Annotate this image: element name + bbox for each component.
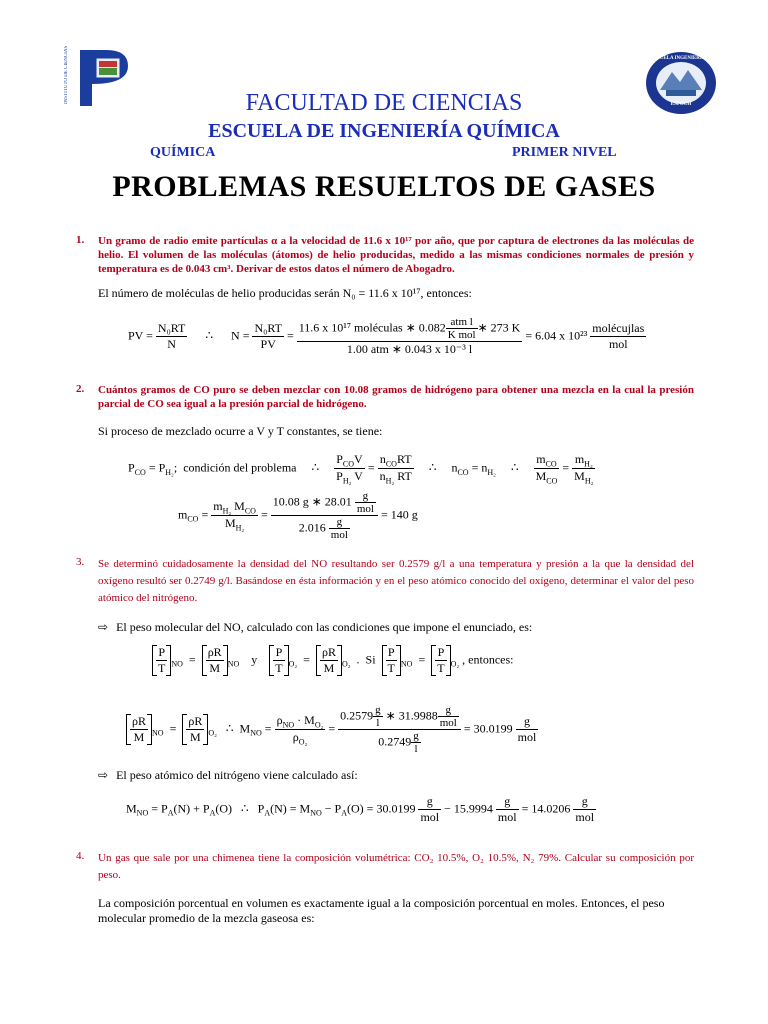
arrow-right-icon: ⇨ — [98, 768, 109, 782]
logo-right-sub: ESPOCH — [670, 102, 692, 107]
problem-3-equation-2: $\frac{\rho R}{M}$ $_{NO}$ = $\frac{\rho R}{M}$ $_{O_2}$ ∴ $M_{NO}$ = $\frac{\rho_{NO} \cdot M_{O_2}}{\rho_{O_2}}$ = 0.2579 $\frac{g}{l}$ ∗ 31.9988 $\frac{g}{\text{mol}}$ 0.2749 $\frac{g}{l}$ = 30.0199 $\frac{g}{\text{mol}}$ — [126, 704, 538, 755]
problem-4-statement: Un gas que sale por una chimenea tiene la composición volumétrica: CO₂ 10.5%, O₂ 10.5%, N₂ 79%. Calcular su composición por peso. — [98, 852, 694, 881]
problem-4-text: La composición porcentual en volumen es exactamente igual a la composición porcentual en moles. Entonces, el peso molecular promedio de la mezcla gaseosa es: — [98, 896, 665, 925]
problem-3-equation-3: $M_{NO} = P_A(N) + P_A(O)$ ∴ $P_A(N) = M_{NO} - P_A(O) = 30.0199$ $\frac{g}{\text{mol}}$ − 15.9994 $\frac{g}{\text{mol}}$ = 14.0206 $\frac{g}{\text{mol}}$ — [126, 794, 595, 824]
faculty-title: FACULTAD DE CIENCIAS — [245, 90, 523, 116]
problem-4-number: 4. — [76, 850, 85, 862]
problem-3-number: 3. — [76, 556, 85, 568]
subject-label: QUÍMICA — [150, 145, 216, 160]
page-title: PROBLEMAS RESUELTOS DE GASES — [112, 170, 656, 203]
problem-1-text: El número de moléculas de helio producidas serán N₀ = 11.6 x 10¹⁷, entonces: — [98, 286, 472, 300]
problem-2-statement: Cuántos gramos de CO puro se deben mezclar con 10.08 gramos de hidrógeno para obtener una mezcla en la cual la presión parcial de CO sea igual a la presión parcial de hidrógeno. — [98, 384, 694, 410]
logo-left-text: INSTITUTO DE CIENCIAS — [64, 45, 69, 104]
level-label: PRIMER NIVEL — [512, 145, 617, 160]
problem-1-statement: Un gramo de radio emite partículas α a la velocidad de 11.6 x 10¹⁷ por año, que por captura de electrones da las moléculas de helio. El volumen de las moléculas (átomos) de helio producidas, medido a las mismas condiciones normales de presión y temperatura es de 0.043 cm³. Derivar de estos datos el número de Abogadro. — [98, 235, 694, 275]
problem-1-equation: PV = $\frac{\text{N₀RT}}{N}$ ∴ N = $\frac{\text{N₀RT}}{PV}$ = 11.6 x 10¹⁷ moléculas ∗ 0.082 $\frac{\text{atm l}}{\text{K mol}}$ ∗ 273 K 1.00 atm ∗ 0.043 x 10⁻³ l = 6.04 x 10²³ $\frac{\text{molécujlas}}{\text{mol}}$ — [128, 316, 645, 356]
problem-2-text: Si proceso de mezclado ocurre a V y T constantes, se tiene: — [98, 424, 383, 438]
arrow-right-icon: ⇨ — [98, 620, 109, 634]
problem-1-number: 1. — [76, 234, 85, 246]
problem-3-text-1: ⇨ El peso molecular del NO, calculado con las condiciones que impone el enunciado, es: — [98, 620, 533, 634]
school-title: ESCUELA DE INGENIERÍA QUÍMICA — [208, 120, 560, 142]
logo-right-text: ESCUELA INGENIERÍA QUÍMICA — [650, 56, 730, 61]
problem-2-number: 2. — [76, 383, 85, 395]
problem-3-text-2: ⇨ El peso atómico del nitrógeno viene calculado así: — [98, 768, 358, 782]
problem-3-equation-1: $\frac{P}{T}$ $_{NO}$ = $\frac{\rho R}{M}$ $_{NO}$ y $\frac{P}{T}$ $_{O_2}$ = $\frac{\rho R}{M}$ $_{O_2}$ . Si $\frac{P}{T}$ $_{NO}$ = $\frac{P}{T}$ $_{O_2}$ , entonces: — [152, 645, 513, 676]
problem-2-equation-2: $m_{CO}$ = $\frac{m_{H_2} M_{CO}}{M_{H_2}}$ = 10.08 g ∗ 28.01 $\frac{g}{\text{mol}}$ 2.016 $\frac{g}{\text{mol}}$ = 140 g — [178, 490, 418, 541]
problem-3-statement: Se determinó cuidadosamente la densidad del NO resultando ser 0.2579 g/l a una temperatura y presión a la que la densidad del oxígeno resultó ser 0.2749 g/l. Basándose en ésta información y en el peso atómico conocido del oxígeno, determinar el valor del peso atómico del nitrógeno. — [98, 558, 694, 604]
problem-2-equation-1: $P_{CO} = P_{H_2}$; condición del problema ∴ $\frac{P_{CO}V}{P_{H_2} V}$ = $\frac{n_{CO}RT}{n_{H_2} RT}$ ∴ $n_{CO} = n_{H_2}$ ∴ $\frac{m_{CO}}{M_{CO}}$ = $\frac{m_{H_2}}{M_{H_2}}$ — [128, 452, 594, 486]
